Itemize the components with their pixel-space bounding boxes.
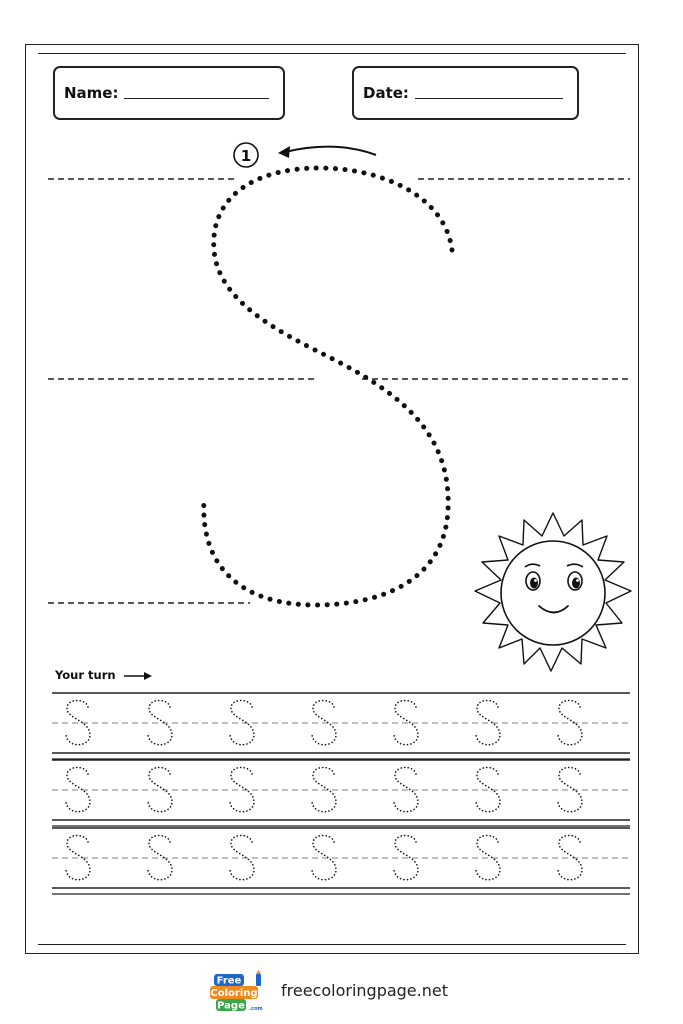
dotted-letter-s <box>148 767 172 811</box>
dotted-letter-s <box>558 767 582 811</box>
dotted-letter-s <box>148 700 172 744</box>
footer <box>0 968 683 1018</box>
svg-text:Free: Free <box>216 975 242 987</box>
name-label: Name: <box>64 84 119 102</box>
practice-row[interactable] <box>52 693 630 759</box>
dotted-letter-s <box>558 700 582 744</box>
svg-text:Page: Page <box>217 1000 245 1012</box>
site-url[interactable]: freecoloringpage.net <box>281 981 448 1000</box>
free-coloring-page-logo <box>210 972 266 1014</box>
date-label: Date: <box>363 84 409 102</box>
dotted-letter-s <box>148 835 172 879</box>
svg-text:Coloring: Coloring <box>210 988 258 999</box>
dotted-letter-s <box>558 835 582 879</box>
practice-row[interactable] <box>52 760 630 826</box>
your-turn-label: Your turn <box>55 668 116 682</box>
svg-text:.com: .com <box>249 1006 263 1012</box>
stroke-number: 1 <box>240 147 252 165</box>
practice-row[interactable] <box>52 828 630 894</box>
